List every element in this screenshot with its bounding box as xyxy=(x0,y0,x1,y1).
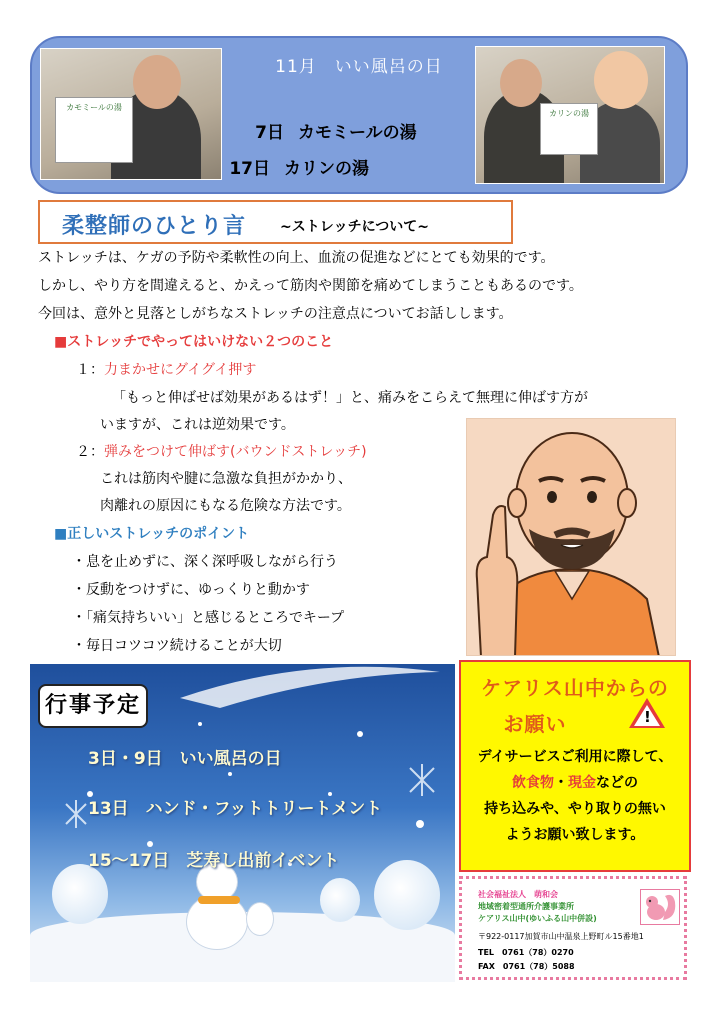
fax: FAX 0761（78）5088 xyxy=(478,962,575,971)
dont-item-label: 力まかせにグイグイ押す xyxy=(104,362,257,378)
resident-head xyxy=(500,59,542,107)
request-highlight: 現金 xyxy=(568,775,596,791)
request-title: お願い xyxy=(503,712,567,736)
bath-item-2 xyxy=(228,154,369,179)
point-item: ・毎日コツコツ続けることが大切 xyxy=(72,638,282,654)
snow-tree xyxy=(320,878,360,922)
request-title: ケアリス山中からの xyxy=(481,676,669,700)
warning-mark: ! xyxy=(644,708,651,726)
request-text: などの xyxy=(596,775,638,791)
dont-item-num: ２： xyxy=(76,444,104,460)
event-item: 3日・9日 いい風呂の日 xyxy=(88,749,282,769)
dont-heading: ■ストレッチでやってはいけない２つのこと xyxy=(54,334,334,350)
therapist-illustration xyxy=(466,418,676,656)
intro-line: 今回は、意外と見落としがちなストレッチの注意点についてお話しします。 xyxy=(38,306,513,322)
snow-tree xyxy=(374,860,440,930)
resident-face-sticker xyxy=(594,51,648,109)
dont-item-1-title xyxy=(76,360,256,380)
request-highlight: 飲食物 xyxy=(512,775,554,791)
events-panel xyxy=(30,664,455,982)
karin-sign: カリンの湯 xyxy=(540,103,598,155)
bath-name: カモミールの湯 xyxy=(298,123,417,143)
contact-info xyxy=(459,876,687,980)
dont-item-text: 肉離れの原因にもなる危険な方法です。 xyxy=(100,498,351,514)
dont-item-text: 「もっと伸ばせば効果があるはず！」と、痛みをこらえて無理に伸ばす方が xyxy=(112,390,588,406)
snow-tree xyxy=(52,864,108,924)
facility-name: ケアリス山中(ゆいふる山中併設) xyxy=(478,914,597,923)
banner-title: 11月 いい風呂の日 xyxy=(275,57,443,77)
point-item: ・反動をつけずに、ゆっくりと動かす xyxy=(72,582,310,598)
dont-item-text: いますが、これは逆効果です。 xyxy=(100,417,295,433)
intro-line: ストレッチは、ケガの予防や柔軟性の向上、血流の促進などにとても効果的です。 xyxy=(38,250,555,266)
bath-item-1 xyxy=(242,118,417,143)
therapist-figure xyxy=(467,419,676,656)
column-heading xyxy=(38,200,513,244)
address: 〒922-0117加賀市山中温泉上野町ル15番地1 xyxy=(478,932,644,941)
request-sep: ・ xyxy=(554,775,568,791)
bath-day: 17日 xyxy=(229,159,270,179)
request-line: デイサービスご利用に際して、 xyxy=(477,749,673,765)
snowman-scarf xyxy=(198,896,240,904)
org-name: 社会福祉法人 萌和会 xyxy=(478,890,558,899)
tel: TEL 0761（78）0270 xyxy=(478,948,574,957)
events-tag: 行事予定 xyxy=(38,684,148,728)
event-item: 13日 ハンド・フットトリートメント xyxy=(88,799,383,819)
bath-name: カリンの湯 xyxy=(284,159,369,179)
request-notice xyxy=(459,660,691,872)
request-line: 持ち込みや、やり取りの無い xyxy=(484,801,666,817)
column-subtitle: ~ストレッチについて~ xyxy=(280,219,430,235)
request-line xyxy=(461,772,689,792)
dont-item-2-title xyxy=(76,442,367,462)
bath-day-banner xyxy=(30,36,688,194)
snow-rabbit xyxy=(246,902,274,936)
column-title: 柔整師のひとり言 xyxy=(62,214,247,239)
chamomile-sign: カモミールの湯 xyxy=(55,97,133,163)
point-item: ・「痛気持ちいい」と感じるところでキープ xyxy=(72,610,345,626)
event-item: 15～17日 芝寿し出前イベント xyxy=(88,851,340,871)
dont-item-text: これは筋肉や腱に急激な負担がかかり、 xyxy=(100,471,352,487)
facility-type: 地域密着型通所介護事業所 xyxy=(478,902,574,911)
intro-line: しかし、やり方を間違えると、かえって筋肉や関節を痛めてしまうこともあるのです。 xyxy=(38,278,583,294)
bath-day: 7日 xyxy=(255,123,284,143)
points-heading: ■正しいストレッチのポイント xyxy=(54,526,250,542)
dont-item-num: １： xyxy=(76,362,104,378)
request-line: ようお願い致します。 xyxy=(505,827,645,843)
dont-item-label: 弾みをつけて伸ばす(バウンドストレッチ) xyxy=(104,444,367,460)
point-item: ・息を止めずに、深く深呼吸しながら行う xyxy=(72,554,338,570)
squirrel-logo xyxy=(640,889,680,925)
photo-two-residents xyxy=(475,46,665,184)
